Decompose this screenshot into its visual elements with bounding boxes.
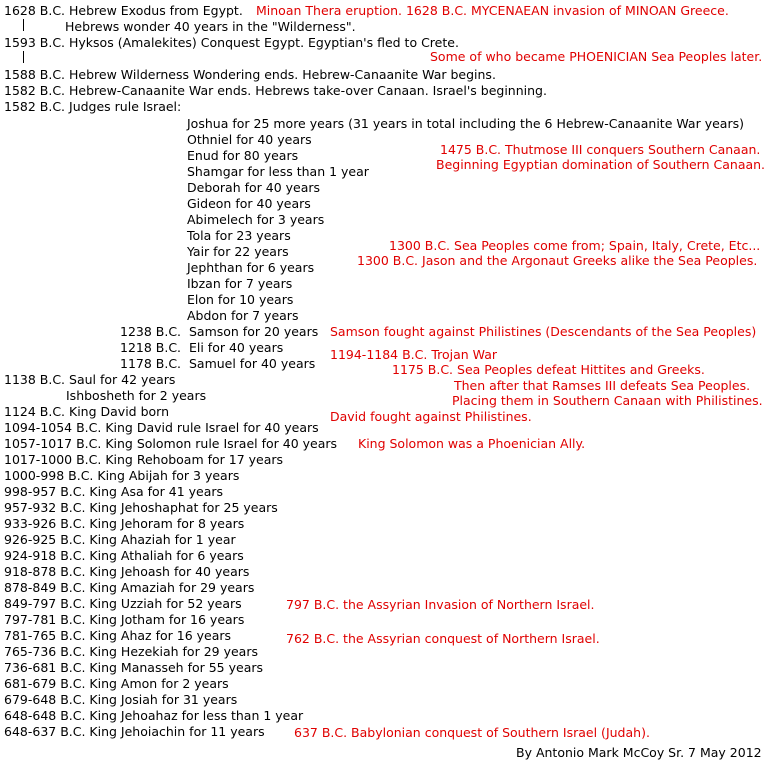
- king-line: 933-926 B.C. King Jehoram for 8 years: [4, 516, 245, 531]
- annotation: Beginning Egyptian domination of Southern Canaan.: [436, 157, 766, 172]
- annotation: 1300 B.C. Jason and the Argonaut Greeks alike the Sea Peoples.: [357, 253, 758, 268]
- annotation: David fought against Philistines.: [330, 409, 532, 424]
- timeline-line: Ishbosheth for 2 years: [66, 388, 207, 403]
- annotation: Samson fought against Philistines (Descendants of the Sea Peoples): [330, 324, 757, 339]
- annotation: Some of who became PHOENICIAN Sea Peoples later.: [430, 49, 763, 64]
- judge-line: Othniel for 40 years: [187, 132, 312, 147]
- king-line: 849-797 B.C. King Uzziah for 52 years: [4, 596, 242, 611]
- annotation: 637 B.C. Babylonian conquest of Southern Israel (Judah).: [294, 725, 650, 740]
- king-line: 781-765 B.C. King Ahaz for 16 years: [4, 628, 232, 643]
- author-credit: By Antonio Mark McCoy Sr. 7 May 2012: [516, 745, 762, 760]
- king-line: 1017-1000 B.C. King Rehoboam for 17 years: [4, 452, 284, 467]
- timeline-line: Hebrews wonder 40 years in the "Wilderness".: [65, 19, 356, 34]
- timeline-line: 1124 B.C. King David born: [4, 404, 169, 419]
- judge-line: Yair for 22 years: [187, 244, 289, 259]
- judge-line: Enud for 80 years: [187, 148, 299, 163]
- timeline-line: 1593 B.C. Hyksos (Amalekites) Conquest Egypt. Egyptian's fled to Crete.: [4, 35, 459, 50]
- annotation: Minoan Thera eruption. 1628 B.C. MYCENAEAN invasion of MINOAN Greece.: [256, 3, 729, 18]
- annotation: King Solomon was a Phoenician Ally.: [358, 436, 586, 451]
- king-line: 918-878 B.C. King Jehoash for 40 years: [4, 564, 250, 579]
- king-line: 681-679 B.C. King Amon for 2 years: [4, 676, 229, 691]
- king-line: 998-957 B.C. King Asa for 41 years: [4, 484, 224, 499]
- judge-line: Gideon for 40 years: [187, 196, 311, 211]
- king-line: 679-648 B.C. King Josiah for 31 years: [4, 692, 238, 707]
- judge-line: 1218 B.C. Eli for 40 years: [120, 340, 284, 355]
- judge-line: Jephthan for 6 years: [187, 260, 315, 275]
- annotation: 1475 B.C. Thutmose III conquers Southern Canaan.: [440, 142, 761, 157]
- king-line: 924-918 B.C. King Athaliah for 6 years: [4, 548, 244, 563]
- judge-line: Ibzan for 7 years: [187, 276, 293, 291]
- annotation: 797 B.C. the Assyrian Invasion of Northern Israel.: [286, 597, 595, 612]
- annotation: 1194-1184 B.C. Trojan War: [330, 347, 498, 362]
- annotation: Placing them in Southern Canaan with Philistines.: [452, 393, 763, 408]
- timeline-line: 1094-1054 B.C. King David rule Israel for 40 years: [4, 420, 319, 435]
- king-line: 797-781 B.C. King Jotham for 16 years: [4, 612, 245, 627]
- timeline-tick-1: [23, 19, 24, 31]
- king-line: 926-925 B.C. King Ahaziah for 1 year: [4, 532, 236, 547]
- judge-line: Abimelech for 3 years: [187, 212, 325, 227]
- judge-line: Elon for 10 years: [187, 292, 294, 307]
- king-line: 736-681 B.C. King Manasseh for 55 years: [4, 660, 264, 675]
- judge-line: Shamgar for less than 1 year: [187, 164, 369, 179]
- judge-line: Abdon for 7 years: [187, 308, 299, 323]
- king-line: 648-648 B.C. King Jehoahaz for less than 1 year: [4, 708, 304, 723]
- judge-line: Joshua for 25 more years (31 years in total including the 6 Hebrew-Canaanite War years): [187, 116, 744, 131]
- judge-line: Tola for 23 years: [187, 228, 291, 243]
- timeline-line: 1057-1017 B.C. King Solomon rule Israel for 40 years: [4, 436, 338, 451]
- timeline-line: 1138 B.C. Saul for 42 years: [4, 372, 176, 387]
- judge-line: Deborah for 40 years: [187, 180, 321, 195]
- annotation: 1175 B.C. Sea Peoples defeat Hittites and Greeks.: [392, 362, 705, 377]
- timeline-line: 1628 B.C. Hebrew Exodus from Egypt.: [4, 3, 243, 18]
- judge-line: 1178 B.C. Samuel for 40 years: [120, 356, 316, 371]
- king-line: 765-736 B.C. King Hezekiah for 29 years: [4, 644, 258, 659]
- king-line: 1000-998 B.C. King Abijah for 3 years: [4, 468, 240, 483]
- judge-line: 1238 B.C. Samson for 20 years: [120, 324, 319, 339]
- king-line: 878-849 B.C. King Amaziah for 29 years: [4, 580, 255, 595]
- king-line: 648-637 B.C. King Jehoiachin for 11 years: [4, 724, 265, 739]
- timeline-tick-2: [23, 51, 24, 63]
- annotation: 762 B.C. the Assyrian conquest of Northern Israel.: [286, 631, 600, 646]
- annotation: Then after that Ramses III defeats Sea Peoples.: [454, 378, 751, 393]
- timeline-line: 1582 B.C. Hebrew-Canaanite War ends. Hebrews take-over Canaan. Israel's beginning.: [4, 83, 547, 98]
- timeline-line: 1588 B.C. Hebrew Wilderness Wondering ends. Hebrew-Canaanite War begins.: [4, 67, 496, 82]
- timeline-line: 1582 B.C. Judges rule Israel:: [4, 99, 182, 114]
- king-line: 957-932 B.C. King Jehoshaphat for 25 years: [4, 500, 278, 515]
- annotation: 1300 B.C. Sea Peoples come from; Spain, Italy, Crete, Etc...: [389, 238, 761, 253]
